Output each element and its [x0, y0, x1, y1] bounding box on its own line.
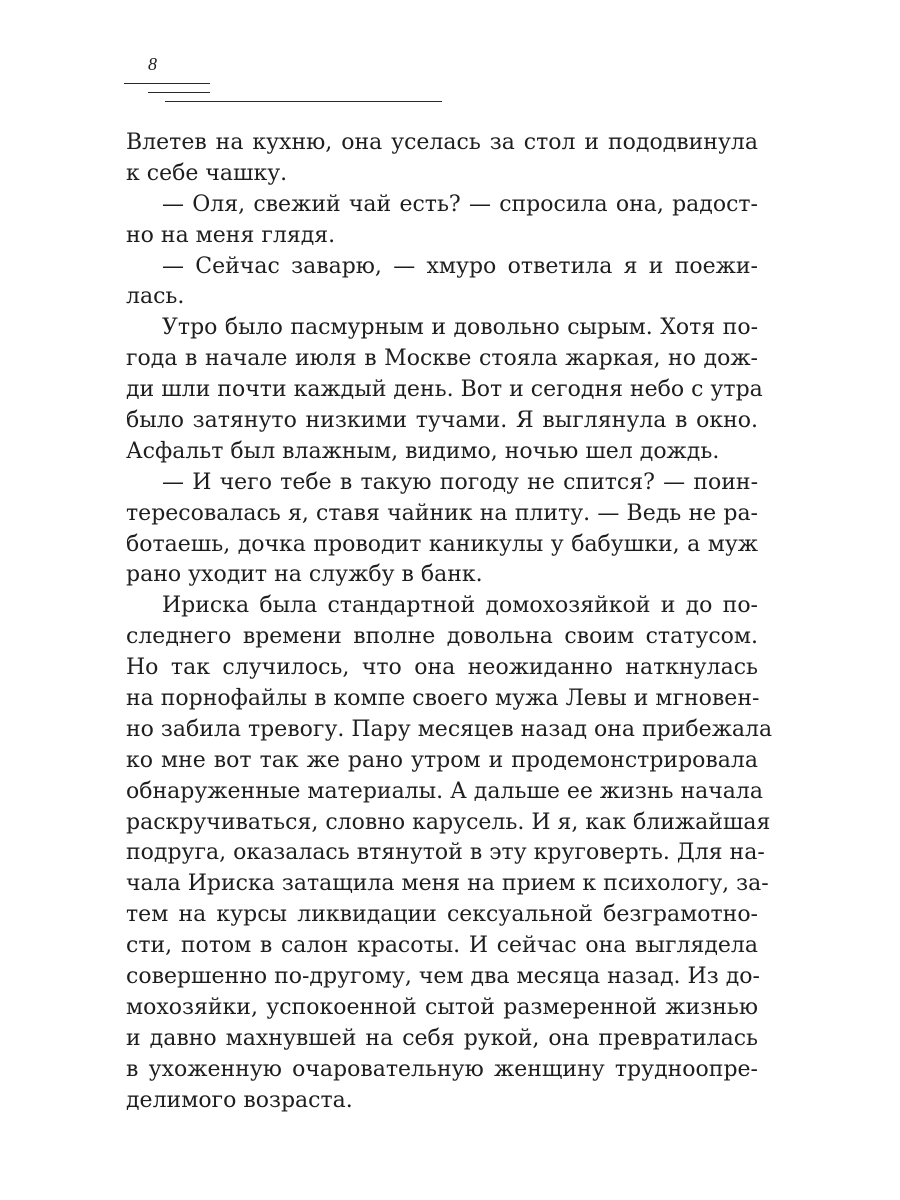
header-rule-top [124, 83, 210, 84]
text-line: Но так случилось, что она неожиданно наткнулась [126, 655, 758, 681]
text-line: тересовалась я, ставя чайник на плиту. — Ведь не ра- [126, 500, 758, 526]
text-line: ди шли почти каждый день. Вот и сегодня небо с утра [126, 377, 763, 403]
text-line: обнаруженные материалы. А дальше ее жизнь начала [126, 778, 763, 804]
text-line: Ириска была стандартной домохозяйкой и до по- [162, 593, 758, 619]
text-line: рано уходит на службу в банк. [126, 562, 483, 588]
page-number: 8 [148, 54, 157, 74]
text-line: Влетев на кухню, она уселась за стол и пододвинула [126, 130, 758, 155]
text-line: — Оля, свежий чай есть? — спросила она, радост- [162, 191, 758, 217]
header-rule-middle [148, 92, 210, 93]
text-line: Утро было пасмурным и довольно сырым. Хотя по- [162, 315, 758, 341]
text-line: и давно махнувшей на себя рукой, она превратилась [126, 1025, 758, 1051]
body-text [126, 128, 773, 1117]
text-line: — Сейчас заварю, — хмуро ответила я и поежи- [162, 253, 758, 279]
header-rule-long [165, 101, 442, 102]
text-line: лась. [126, 284, 185, 310]
text-line: но забила тревогу. Пару месяцев назад она прибежала [126, 716, 773, 742]
text-line: к себе чашку. [126, 160, 288, 186]
text-line: раскручиваться, словно карусель. И я, как ближайшая [126, 809, 771, 835]
text-line: — И чего тебе в такую погоду не спится? — поин- [162, 469, 758, 495]
text-line: Асфальт был влажным, видимо, ночью шел дождь. [126, 438, 720, 464]
text-line: на порнофайлы в компе своего мужа Левы и мгновен- [126, 686, 760, 712]
text-line: подруга, оказалась втянутой в эту круговерть. Для на- [126, 840, 765, 866]
text-line: следнего времени вполне довольна своим статусом. [126, 624, 758, 650]
text-line: тем на курсы ликвидации сексуальной безграмотно- [126, 902, 758, 928]
text-line: в ухоженную очаровательную женщину трудноопре- [126, 1056, 758, 1082]
text-line: сти, потом в салон красоты. И сейчас она выглядела [126, 933, 758, 959]
text-line: чала Ириска затащила меня на прием к психологу, за- [126, 871, 769, 897]
text-line: ботаешь, дочка проводит каникулы у бабушки, а муж [126, 531, 758, 557]
text-line: мохозяйки, успокоенной сытой размеренной жизнью [126, 994, 758, 1020]
text-line: было затянуто низкими тучами. Я выглянула в окно. [126, 408, 758, 434]
text-line: но на меня глядя. [126, 222, 336, 248]
text-line: совершенно по-другому, чем два месяца назад. Из до- [126, 964, 760, 990]
text-line: года в начале июля в Москве стояла жаркая, но дож- [126, 346, 758, 372]
text-line: делимого возраста. [126, 1087, 353, 1113]
text-line: ко мне вот так же рано утром и продемонстрировала [126, 747, 758, 773]
